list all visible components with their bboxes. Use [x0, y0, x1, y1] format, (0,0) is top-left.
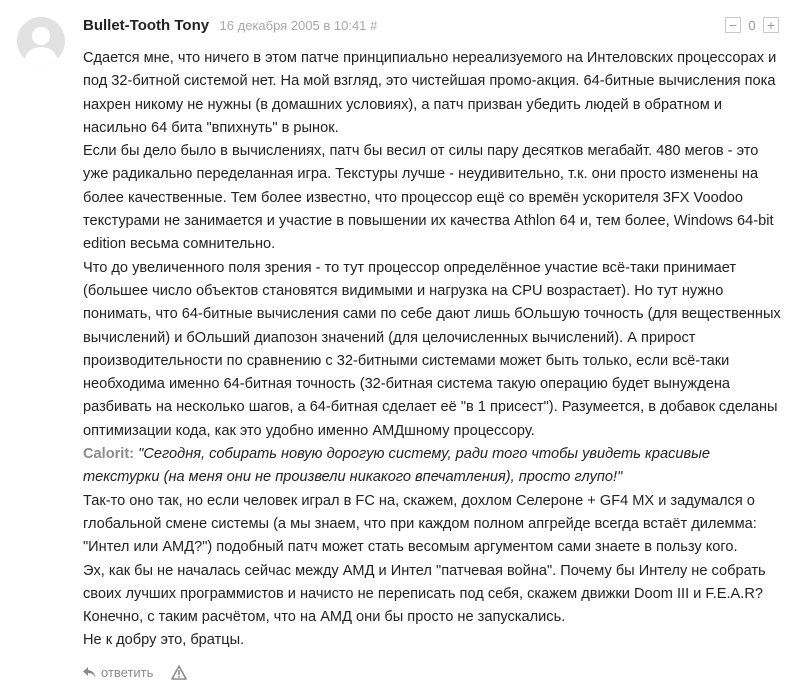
reply-button[interactable] — [83, 665, 153, 680]
comment-paragraph: Эх, как бы не началась сейчас между АМД и Интел "патчевая война". Почему бы Интелу не собрать своих лучших программистов и начисто не переписать под себя, скажем движки Doom III и F.E.A.R? — [83, 562, 766, 602]
comment-paragraph: Сдается мне, что ничего в этом патче принципиально нереализуемого на Интеловских процессорах и под 32-битной системой нет. На мой взгляд, это чистейшая промо-акция. 64-битные вычисления пока нахрен никому не нужны (в домашних условиях), а патч призван убедить людей в обратном и насильно 64 бита "впихнуть" в рынок. — [83, 50, 777, 136]
comment-header — [83, 14, 783, 38]
reply-label: ответить — [101, 665, 154, 681]
quote-text: "Сегодня, собирать новую дорогую систему, ради того чтобы увидеть красивые текстурки (на меня они не произвели никакого впечатления), просто глупо!" — [83, 446, 711, 486]
vote-controls — [725, 17, 779, 33]
user-placeholder-icon — [17, 17, 65, 65]
comment-paragraph: Что до увеличенного поля зрения - то тут процессор определённое участие всё-таки принимает (большее число объектов становятся видимыми и нагрузка на CPU возрастает). Но тут нужно понимать, что 64-битные вычисления сами по себе дают лишь бОльшую точность (для вещественных вычислений) и бОльший диапозон значений (для целочисленных вычислений). А прирост производительности по сравнению с 32-битными системами может быть только, если всё-таки необходима именно 64-битная точность (32-битная система такую операцию будет вынуждена разбивать на несколько шагов, а 64-битная сделает её "в 1 присест"). Разумеется, в добавок сделаны оптимизации кода, как это удобно именно АМДшному процессору. — [83, 259, 781, 439]
permalink[interactable]: # — [370, 18, 378, 33]
avatar[interactable] — [17, 17, 65, 65]
quote-separator: : — [129, 446, 139, 463]
comment-paragraph: Если бы дело было в вычислениях, патч бы весил от силы пару десятков мегабайт. 480 мегов - это уже радикально переделанная игра. Текстуры лучше - неудивительно, т.к. они просто изменены на более качественные. Тем более известно, что процессор ещё со времён ускорителя 3FX Voodoo текстурами не занимается и участие в повышении их качества Athlon 64 и, тем более, Windows 64-bit edition весьма сомнительно. — [83, 143, 774, 253]
comment-paragraph: Не к добру это, братцы. — [83, 632, 245, 649]
comment — [83, 14, 783, 684]
comment-actions — [83, 662, 783, 684]
comment-date[interactable] — [220, 18, 378, 33]
comment-paragraph: Так-то оно так, но если человек играл в FC на, скажем, дохлом Селероне + GF4 MX и задумался о глобальной смене системы (а мы знаем, что при каждом полном апгрейде всегда встаёт дилемма: "Интел или АМД?") подобный патч может стать весомым аргументом сами знаете в пользу кого. — [83, 492, 757, 556]
comment-paragraph: Конечно, с таким расчётом, что на АМД они бы просто не запускались. — [83, 609, 566, 626]
warning-triangle-icon — [171, 665, 187, 680]
comment-date-text: 16 декабря 2005 в 10:41 — [219, 18, 367, 33]
comment-body — [83, 47, 783, 653]
quote — [83, 443, 783, 490]
quote-author: Calorit — [83, 446, 130, 463]
author-name[interactable]: Bullet-Tooth Tony — [83, 17, 210, 34]
vote-score: 0 — [748, 17, 756, 33]
vote-up-button[interactable]: + — [763, 17, 779, 33]
reply-arrow-icon — [83, 667, 96, 679]
report-button[interactable] — [171, 665, 187, 680]
vote-down-button[interactable]: − — [725, 17, 741, 33]
